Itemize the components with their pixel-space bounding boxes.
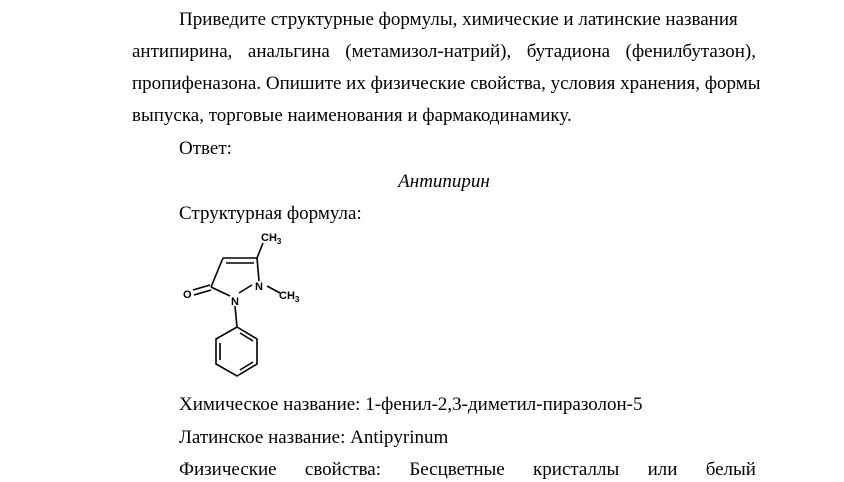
physical-properties-word: или [647,459,678,480]
question-word: (метамизол-натрий), [345,41,512,62]
antipyrine-structural-formula [179,227,329,377]
physical-properties-word: Бесцветные [409,459,505,480]
section-title: Антипирин [398,171,490,192]
answer-label: Ответ: [179,138,232,159]
structural-formula-label: Структурная формула: [179,203,362,224]
question-word: бутадиона [526,41,611,62]
question-word: анальгина [247,41,330,62]
ch3-right-label: $CH_3$ [279,290,300,304]
question-line-3: пропифеназона. Опишите их физические свойства, условия хранения, формы [132,73,761,94]
question-line-1: Приведите структурные формулы, химические и латинские названия [179,9,738,30]
question-line-2 [132,40,756,64]
n-right-label: N [255,281,263,293]
physical-properties-word: кристаллы [533,459,620,480]
physical-properties-word: белый [705,459,756,480]
physical-properties-word: Физические [179,459,277,480]
formula-bonds [193,243,280,376]
oxygen-label: O [183,289,192,301]
n-bottom-label: N [231,296,239,308]
question-word: антипирина, [132,41,233,62]
latin-name: Латинское название: Antipyrinum [179,427,449,448]
ch3-top-label: $CH_3$ [261,232,282,246]
question-word: (фенилбутазон), [625,41,756,62]
physical-properties-line [179,458,756,482]
physical-properties-word: свойства: [304,459,382,480]
chemical-name: Химическое название: 1-фенил-2,3-диметил-пиразолон-5 [179,394,643,415]
question-line-4: выпуска, торговые наименования и фармакодинамику. [132,105,572,126]
